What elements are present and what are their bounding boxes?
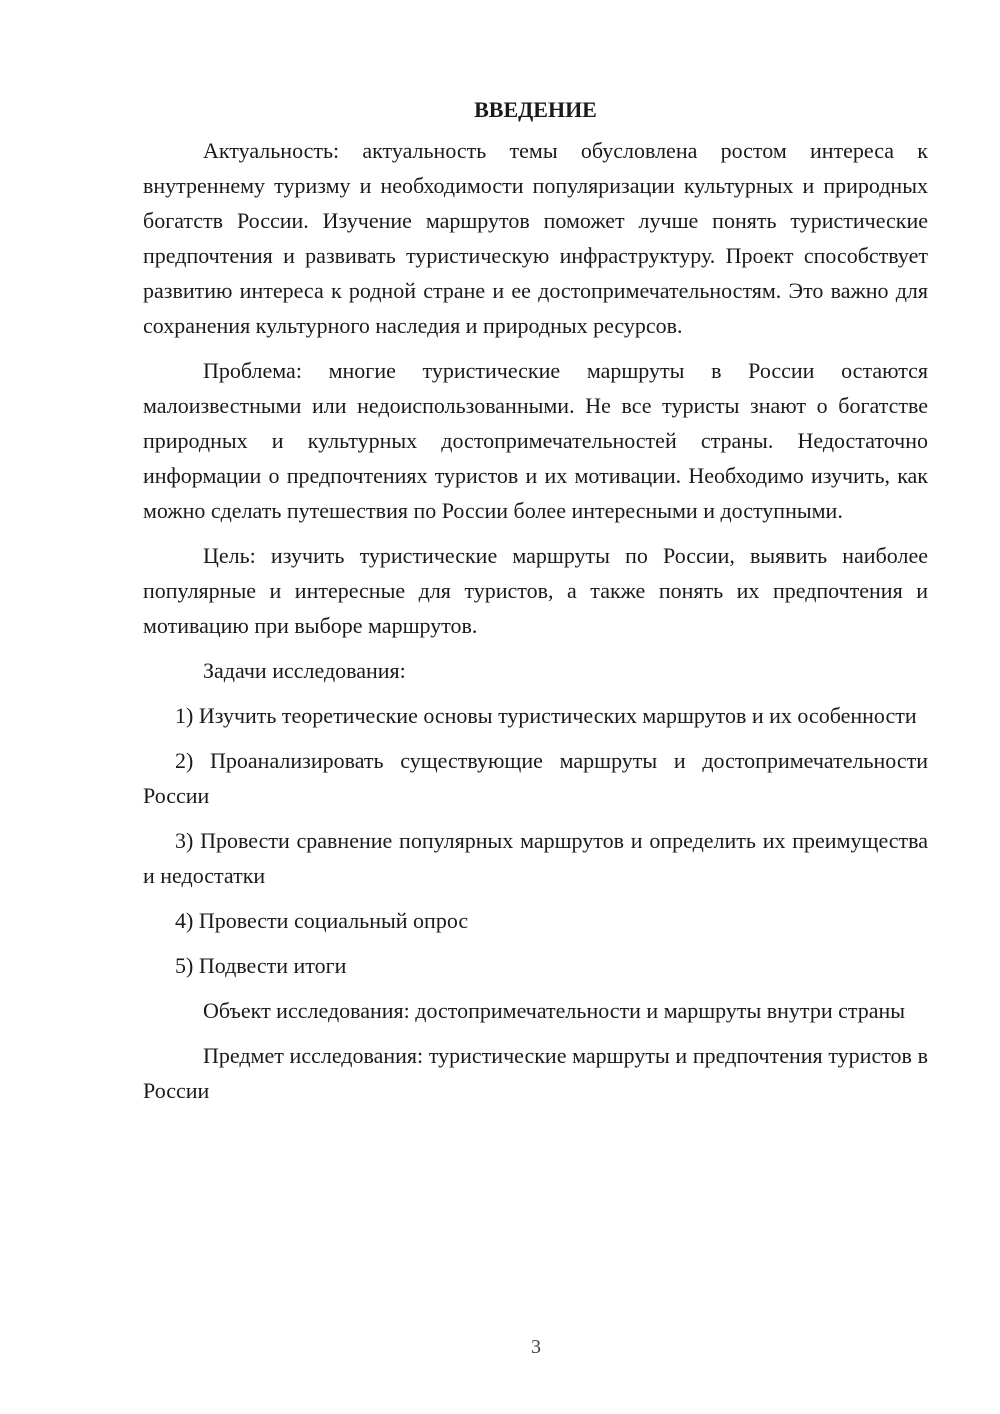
paragraph-subject: Предмет исследования: туристические маршруты и предпочтения туристов в России: [143, 1043, 928, 1103]
task-item-1: 1) Изучить теоретические основы туристических маршрутов и их особенности: [175, 703, 917, 728]
task-item-4: 4) Провести социальный опрос: [175, 908, 469, 933]
paragraph-problem: Проблема: многие туристические маршруты в России остаются малоизвестными или недоиспользованными. Не все туристы знают о богатстве природных и культурных достопримечательностей страны. Недостаточно информации о предпочтениях туристов и их мотивации. Необходимо изучить, как можно сделать путешествия по России более интересными и доступными.: [143, 358, 928, 523]
paragraph-goal: Цель: изучить туристические маршруты по России, выявить наиболее популярные и интересные для туристов, а также понять их предпочтения и мотивацию при выборе маршрутов.: [143, 543, 928, 638]
task-item-5: 5) Подвести итоги: [175, 953, 347, 978]
paragraph-object: Объект исследования: достопримечательности и маршруты внутри страны: [203, 998, 906, 1023]
section-title: ВВЕДЕНИЕ: [474, 97, 597, 122]
page-number: 3: [531, 1336, 541, 1358]
task-item-3: 3) Провести сравнение популярных маршрутов и определить их преимущества и недостатки: [143, 828, 928, 888]
paragraph-relevance: Актуальность: актуальность темы обусловлена ростом интереса к внутреннему туризму и необходимости популяризации культурных и природных богатств России. Изучение маршрутов поможет лучше понять туристические предпочтения и развивать туристическую инфраструктуру. Проект способствует развитию интереса к родной стране и ее достопримечательностям. Это важно для сохранения культурного наследия и природных ресурсов.: [143, 138, 928, 338]
tasks-heading: Задачи исследования:: [203, 658, 406, 683]
document-page: [143, 92, 928, 1118]
task-item-2: 2) Проанализировать существующие маршруты и достопримечательности России: [143, 748, 928, 808]
